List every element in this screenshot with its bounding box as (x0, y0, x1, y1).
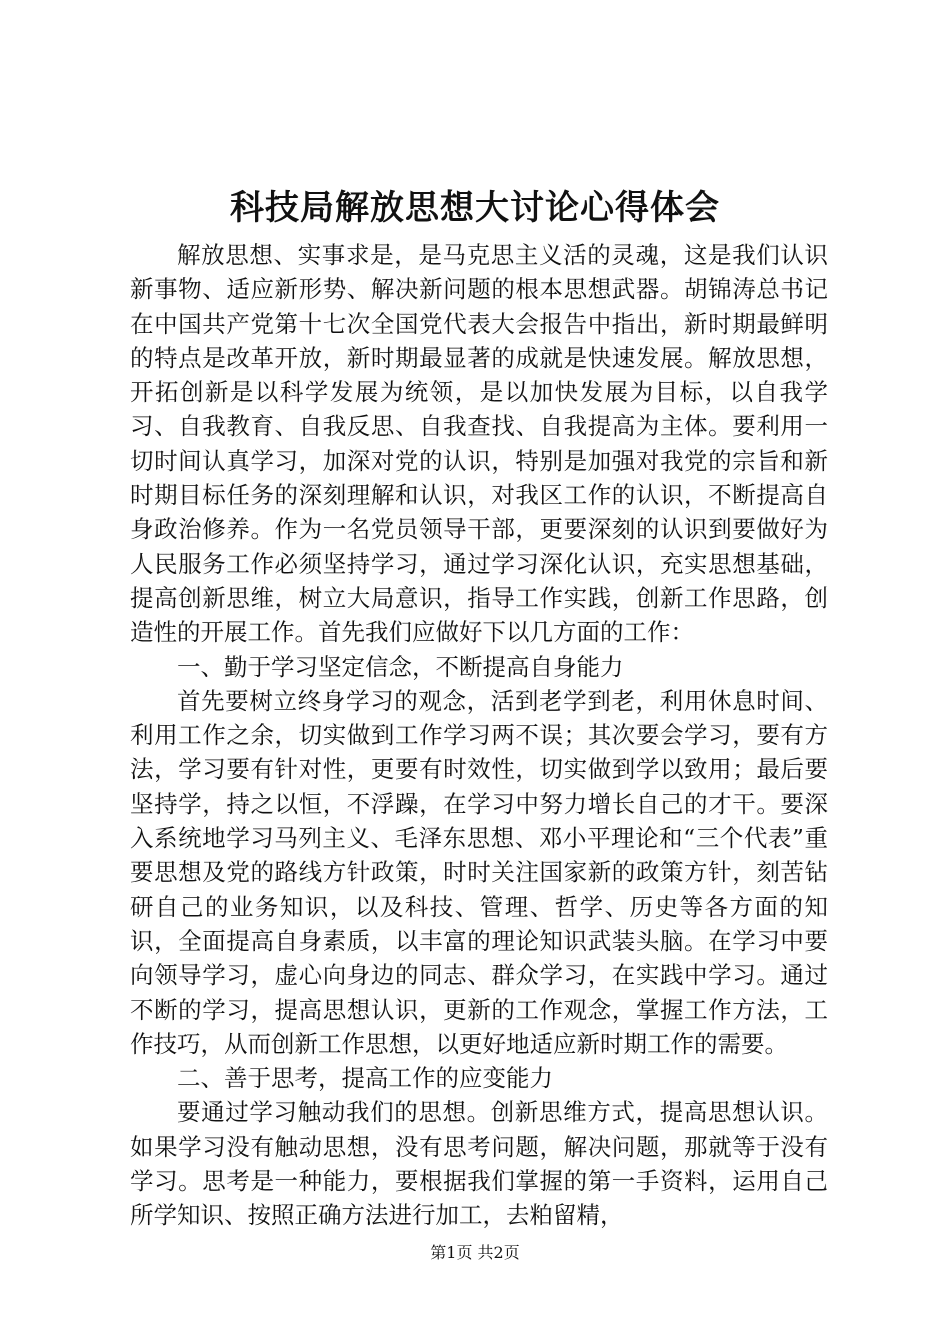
section-heading-2: 二、善于思考，提高工作的应变能力 (177, 1064, 553, 1093)
section-heading-1: 一、勤于学习坚定信念，不断提高自身能力 (177, 652, 624, 681)
paragraph-intro: 解放思想、实事求是，是马克思主义活的灵魂，这是我们认识新事物、适应新形势、解决新问题的根本思想武器。胡锦涛总书记在中国共产党第十七次全国党代表大会报告中指出，新时期最鲜明的特点是改革开放，新时期最显著的成就是快速发展。解放思想，开拓创新是以科学发展为统领，是以加快发展为目标，以自我学习、自我教育、自我反思、自我查找、自我提高为主体。要利用一切时间认真学习，加深对党的认识，特别是加强对我党的宗旨和新时期目标任务的深刻理解和认识，对我区工作的认识，不断提高自身政治修养。作为一名党员领导干部，更要深刻的认识到要做好为人民服务工作必须坚持学习，通过学习深化认识，充实思想基础，提高创新思维，树立大局意识，指导工作实践，创新工作思路，创造性的开展工作。首先我们应做好下以几方面的工作： (130, 241, 828, 647)
paragraph-section-2: 要通过学习触动我们的思想。创新思维方式，提高思想认识。如果学习没有触动思想，没有思考问题，解决问题，那就等于没有学习。思考是一种能力，要根据我们掌握的第一手资料，运用自己所学知识、按照正确方法进行加工，去粕留精， (130, 1098, 828, 1230)
paragraph-section-1: 首先要树立终身学习的观念，活到老学到老，利用休息时间、利用工作之余，切实做到工作学习两不误；其次要会学习，要有方法，学习要有针对性，更要有时效性，切实做到学以致用；最后要坚持学，持之以恒，不浮躁，在学习中努力增长自己的才干。要深入系统地学习马列主义、毛泽东思想、邓小平理论和“三个代表”重要思想及党的路线方针政策，时时关注国家新的政策方针，刻苦钻研自己的业务知识，以及科技、管理、哲学、历史等各方面的知识，全面提高自身素质，以丰富的理论知识武装头脑。在学习中要向领导学习，虚心向身边的同志、群众学习，在实践中学习。通过不断的学习，提高思想认识，更新的工作观念，掌握工作方法，工作技巧，从而创新工作思想，以更好地适应新时期工作的需要。 (130, 686, 828, 1058)
document-body (130, 238, 828, 1233)
page-footer: 第1页 共2页 (430, 1243, 520, 1262)
document-title: 科技局解放思想大讨论心得体会 (230, 188, 720, 228)
